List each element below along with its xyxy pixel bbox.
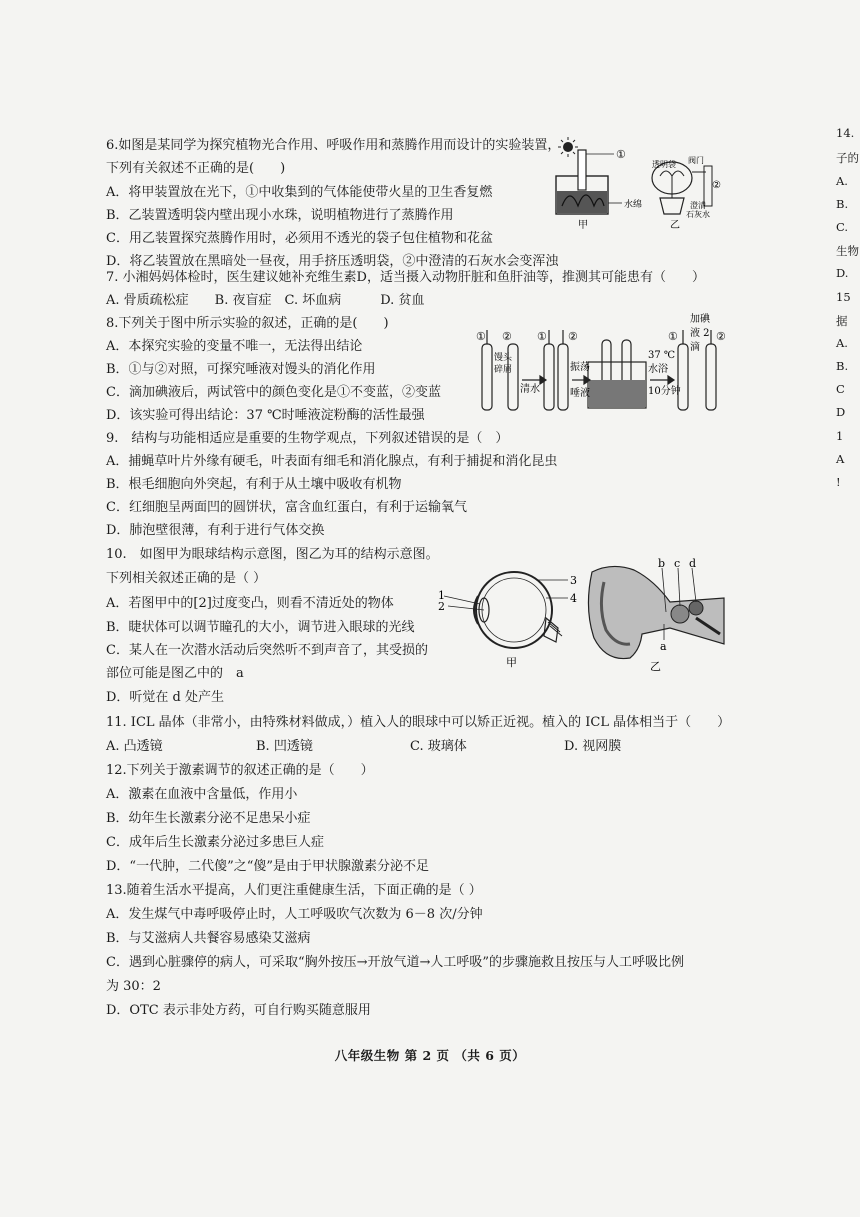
fig8-saliva: 唾液 (570, 388, 590, 399)
q8-stem: 8.下列关于图中所示实验的叙述，正确的是( ) (106, 316, 389, 331)
q10-stem-line1: 10. 如图甲为眼球结构示意图，图乙为耳的结构示意图。 (106, 547, 439, 562)
q13-stem: 13.随着生活水平提高，人们更注重健康生活，下面正确的是（ ） (106, 883, 482, 898)
eye-label-3: 3 (570, 574, 577, 587)
page-footer: 八年级生物 第 2 页 （共 6 页） (334, 1048, 526, 1063)
q11-option-b: B. 凹透镜 (256, 739, 313, 754)
fig8-tube1-label-c: ① (668, 330, 678, 343)
fig6-label-bag: 透明袋 (652, 160, 676, 169)
q12-option-c: C．成年后生长激素分泌过多患巨人症 (106, 835, 324, 850)
fig6-label-1: ① (616, 148, 626, 161)
eye-caption-jia: 甲 (506, 656, 517, 669)
ear-label-b: b (658, 558, 666, 570)
q8-option-a: A．本探究实验的变量不唯一，无法得出结论 (106, 339, 363, 354)
q13-option-c-line1: C．遇到心脏骤停的病人，可采取“胸外按压→开放气道→人工呼吸”的步骤施救且按压与人工呼吸比例 (106, 955, 685, 970)
q6-option-d: D．将乙装置放在黑暗处一昼夜，用手挤压透明袋，②中澄清的石灰水会变浑浊 (106, 254, 559, 269)
sun-icon (558, 137, 578, 157)
q6-option-c: C．用乙装置探究蒸腾作用时，必须用不透光的袋子包住植物和花盆 (106, 231, 493, 246)
q11-option-c: C. 玻璃体 (410, 739, 467, 754)
fig8-iodine-3: 滴 (690, 342, 700, 353)
side-fragment-1: 14. (836, 126, 855, 140)
q12-option-a: A．激素在血液中含量低，作用小 (106, 787, 298, 802)
q11-option-a: A. 凸透镜 (106, 739, 163, 754)
fig8-water: 清水 (520, 384, 540, 395)
q10-option-c-line2: 部位可能是图乙中的 a (106, 666, 244, 681)
fig6-label-2: ② (712, 180, 721, 191)
fig8-temp: 37 ℃ (648, 350, 676, 361)
fig8-tube2-label-b: ② (568, 330, 578, 343)
ear-diagram (588, 566, 724, 658)
eye-label-4: 4 (570, 592, 577, 605)
fig6-label-valve: 阀门 (688, 156, 704, 165)
fig8-iodine-2: 液 2 (690, 328, 710, 339)
side-fragment-10: A. (836, 336, 848, 350)
q12-option-b: B．幼年生长激素分泌不足患呆小症 (106, 811, 311, 826)
side-fragment-3: A. (836, 174, 848, 188)
fig8-tube2-label-a: ② (502, 330, 512, 343)
q6-option-a: A．将甲装置放在光下，①中收集到的气体能使带火星的卫生香复燃 (106, 185, 493, 200)
fig6-label-lime1: 澄清 (690, 201, 706, 210)
q13-option-d: D．OTC 表示非处方药，可自行购买随意服用 (106, 1003, 371, 1018)
side-fragment-15: A (836, 452, 845, 466)
side-fragment-14: 1 (836, 429, 844, 443)
q9-option-c: C．红细胞呈两面凹的圆饼状，富含血红蛋白，有利于运输氧气 (106, 500, 467, 515)
q7-stem: 7. 小湘妈妈体检时，医生建议她补充维生素D，适当摄入动物肝脏和鱼肝油等，推测其可能患有（ ） (106, 270, 705, 285)
q13-option-b: B．与艾滋病人共餐容易感染艾滋病 (106, 931, 311, 946)
q8-option-b: B．①与②对照，可探究唾液对馒头的消化作用 (106, 362, 376, 377)
side-fragment-9: 据 (836, 314, 848, 328)
q8-figure (462, 310, 732, 422)
fig8-time: 10分钟 (648, 386, 681, 397)
eye-label-2: 2 (438, 600, 445, 613)
q6-figure (548, 136, 728, 232)
side-fragment-13: D (836, 405, 846, 419)
fig6-label-jia: 甲 (578, 220, 588, 231)
eye-label-1: 1 (438, 589, 445, 602)
side-fragment-11: B. (836, 359, 849, 373)
side-fragment-8: 15 (836, 290, 851, 304)
side-fragment-12: C (836, 382, 845, 396)
fig8-tube1-label-a: ① (476, 330, 486, 343)
q8-option-d: D．该实验可得出结论：37 ℃时唾液淀粉酶的活性最强 (106, 408, 425, 423)
side-fragment-16: ! (836, 475, 841, 489)
fig6-label-lime2: 石灰水 (686, 210, 710, 219)
fig6-label-water: 水绵 (624, 200, 643, 210)
side-fragment-2: 子的 (836, 151, 859, 165)
q9-stem: 9. 结构与功能相适应是重要的生物学观点，下列叙述错误的是（ ） (106, 431, 509, 446)
q11-option-d: D. 视网膜 (564, 739, 622, 754)
q12-stem: 12.下列关于激素调节的叙述正确的是（ ） (106, 763, 374, 778)
fig8-tube2-label-c: ② (716, 330, 726, 343)
side-fragment-5: C. (836, 220, 849, 234)
fig8-bath: 水浴 (648, 364, 668, 375)
q10-option-c-line1: C．某人在一次潜水活动后突然听不到声音了，其受损的 (106, 643, 428, 658)
q9-option-d: D．肺泡壁很薄，有利于进行气体交换 (106, 523, 325, 538)
q10-option-d: D．听觉在 d 处产生 (106, 690, 225, 705)
bath-water (589, 380, 645, 407)
ear-label-a: a (660, 640, 667, 653)
q10-option-b: B．睫状体可以调节瞳孔的大小，调节进入眼球的光线 (106, 620, 415, 635)
q10-option-a: A．若图甲中的[2]过度变凸，则看不清近处的物体 (106, 596, 394, 611)
ear-label-c: c (674, 558, 681, 570)
side-fragment-6: 生物 (836, 244, 859, 258)
ear-label-d: d (689, 558, 697, 570)
fig8-tube1-label-b: ① (537, 330, 547, 343)
q10-stem-line2: 下列相关叙述正确的是（ ） (106, 571, 267, 586)
q11-stem: 11. ICL 晶体（非常小，由特殊材料做成，）植入人的眼球中可以矫正近视。植入的 ICL 晶体相当于（ ） (106, 715, 731, 730)
fig8-iodine-1: 加碘 (690, 314, 710, 325)
eyeball-diagram (474, 572, 562, 648)
fig8-mantou-1: 馒头 (494, 353, 513, 363)
q7-options: A. 骨质疏松症 B. 夜盲症 C. 坏血病 D. 贫血 (106, 293, 425, 308)
q8-option-c: C．滴加碘液后，两试管中的颜色变化是①不变蓝，②变蓝 (106, 385, 441, 400)
side-fragment-4: B. (836, 197, 849, 211)
q6-stem-line2: 下列有关叙述不正确的是( ) (106, 161, 286, 176)
q13-option-c-line2: 为 30：2 (106, 979, 161, 994)
fig6-label-yi: 乙 (670, 220, 680, 231)
q12-option-d: D．“一代肿，二代傻”之“傻”是由于甲状腺激素分泌不足 (106, 859, 430, 874)
q6-stem-line1: 6.如图是某同学为探究植物光合作用、呼吸作用和蒸腾作用而设计的实验装置， (106, 138, 561, 153)
q6-option-b: B．乙装置透明袋内壁出现小水珠，说明植物进行了蒸腾作用 (106, 208, 454, 223)
ear-caption-yi: 乙 (650, 660, 661, 673)
q9-option-a: A．捕蝇草叶片外缘有硬毛，叶表面有细毛和消化腺点，有利于捕捉和消化昆虫 (106, 454, 558, 469)
fig8-shake: 振荡 (570, 362, 590, 373)
q9-option-b: B．根毛细胞向外突起，有利于从土壤中吸收有机物 (106, 477, 402, 492)
beaker-apparatus (556, 150, 622, 214)
side-fragment-7: D. (836, 266, 849, 280)
fig8-mantou-2: 碎屑 (494, 365, 513, 375)
q10-figure (434, 558, 734, 678)
q13-option-a: A．发生煤气中毒呼吸停止时，人工呼吸吹气次数为 6－8 次/分钟 (106, 907, 483, 922)
